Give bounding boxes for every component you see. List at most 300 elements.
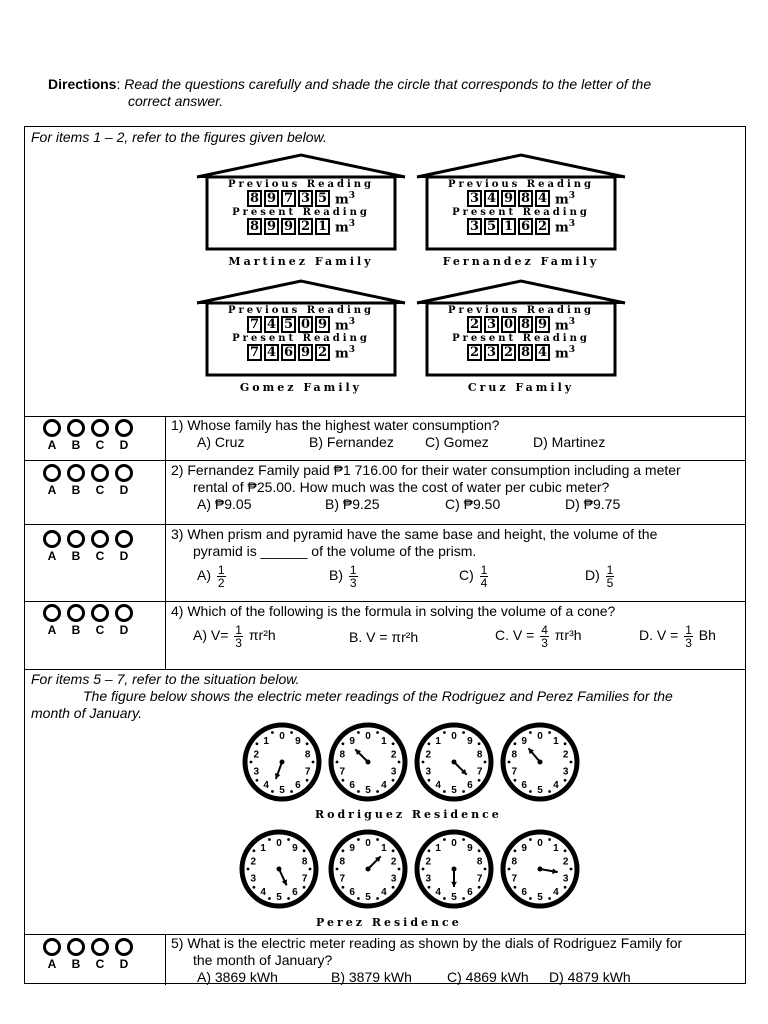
section2-text: The figure below shows the electric meter readings of the Rodriguez and Perez Families for the	[83, 688, 673, 704]
dial-tick	[462, 731, 465, 734]
option-d: D) 4879 kWh	[549, 969, 631, 985]
rodriguez-label: Rodriguez Residence	[315, 808, 502, 821]
option-b: B. V = πr²h	[349, 629, 419, 645]
letter-d: D	[119, 623, 129, 637]
dial-number: 1	[381, 736, 387, 748]
dial-number: 9	[292, 843, 298, 855]
dial-tick	[376, 838, 379, 841]
meter-dial	[331, 725, 405, 799]
option-d: D) ₱9.75	[565, 496, 621, 512]
dial-number: 4	[263, 779, 269, 791]
bubble-d[interactable]	[115, 464, 133, 482]
question-4	[171, 603, 741, 652]
dial-tick	[342, 886, 345, 889]
dial-tick	[357, 838, 360, 841]
meter-digit: 1	[501, 218, 516, 235]
bubble-b[interactable]	[67, 419, 85, 437]
dial-tick	[570, 868, 573, 871]
bubble-c[interactable]	[91, 530, 109, 548]
dial-number: 2	[390, 856, 397, 868]
dial-tick	[256, 742, 259, 745]
option-b: B) ₱9.25	[325, 496, 380, 512]
dial-number: 7	[339, 873, 346, 885]
dial-number: 6	[467, 886, 473, 898]
dial-tick	[342, 849, 345, 852]
dial-tick	[271, 731, 274, 734]
bubble-b[interactable]	[67, 604, 85, 622]
dial-tick	[376, 731, 379, 734]
dial-number: 1	[263, 736, 269, 748]
dial-tick	[514, 886, 517, 889]
letter-c: C	[95, 623, 105, 637]
dial-number: 0	[279, 731, 285, 742]
letter-d: D	[119, 438, 129, 452]
dial-tick	[478, 849, 481, 852]
dial-tick	[247, 868, 250, 871]
dial-tick	[398, 761, 401, 764]
dial-tick	[570, 761, 573, 764]
dial-tick	[462, 897, 465, 900]
dial-number: 2	[253, 749, 260, 761]
bubble-d[interactable]	[115, 419, 133, 437]
dial-hub	[452, 867, 457, 872]
previous-reading	[427, 190, 615, 207]
dial-number: 8	[339, 749, 346, 761]
previous-reading	[207, 190, 395, 207]
dial-tick	[564, 849, 567, 852]
dial-tick	[309, 868, 312, 871]
bubble-c[interactable]	[91, 464, 109, 482]
meter-digit: 5	[484, 218, 499, 235]
dial-number: 7	[339, 766, 346, 778]
dial-tick	[508, 761, 511, 764]
divider	[25, 524, 745, 525]
dial-number: 9	[295, 736, 301, 748]
dial-tick	[478, 779, 481, 782]
dial-hub	[538, 760, 543, 765]
letter-c: C	[95, 957, 105, 971]
meter-digit: 9	[501, 190, 516, 207]
dial-number: 6	[292, 886, 298, 898]
meter-digit: 9	[535, 316, 550, 333]
dial-number: 2	[562, 856, 569, 868]
dial-number: 9	[467, 843, 473, 855]
dial-number: 4	[381, 886, 387, 898]
dial-number: 8	[511, 749, 518, 761]
question-3-options	[171, 562, 741, 592]
meter-dial	[242, 832, 316, 906]
bubble-d[interactable]	[115, 938, 133, 956]
dial-tick	[306, 742, 309, 745]
letter-a: A	[47, 623, 57, 637]
directions-label: Directions	[48, 76, 117, 92]
divider	[25, 460, 745, 461]
dial-number: 0	[276, 838, 282, 849]
dial-tick	[253, 886, 256, 889]
dial-tick	[443, 790, 446, 793]
meter-digit: 3	[484, 344, 499, 361]
dial-number: 9	[349, 736, 355, 748]
bubble-c[interactable]	[91, 938, 109, 956]
meter-digit: 8	[247, 218, 262, 235]
house-figure	[193, 279, 409, 401]
section2-note: For items 5 – 7, refer to the situation below.	[31, 671, 300, 687]
meter-digit: 8	[518, 344, 533, 361]
meter-digit: 3	[484, 316, 499, 333]
dial-number: 5	[365, 892, 371, 903]
dial-number: 4	[435, 779, 441, 791]
dial-tick	[392, 779, 395, 782]
previous-reading-label: Previous Reading	[447, 305, 595, 316]
dial-number: 8	[304, 749, 311, 761]
meter-dial	[245, 725, 319, 799]
dial-number: 3	[562, 766, 569, 778]
dial-number: 9	[521, 736, 527, 748]
unit-label: $m^3$	[334, 218, 356, 235]
dial-number: 7	[301, 873, 308, 885]
dial-tick	[428, 779, 431, 782]
meter-digit: 1	[315, 218, 330, 235]
dial-number: 3	[390, 766, 397, 778]
dial-number: 0	[451, 731, 457, 742]
meter-digit: 8	[518, 316, 533, 333]
dial-tick	[514, 779, 517, 782]
meter-digit: 3	[467, 218, 482, 235]
present-reading-label: Present Reading	[232, 333, 370, 344]
option-b: B) 3879 kWh	[331, 969, 412, 985]
meter-digit: 2	[467, 316, 482, 333]
unit-label: $m^3$	[334, 344, 356, 361]
option-c: C) Gomez	[425, 434, 489, 450]
answer-bubbles-q5	[43, 938, 163, 971]
meter-dial	[417, 832, 491, 906]
dial-tick	[256, 779, 259, 782]
dial-tick	[268, 838, 271, 841]
dial-number: 7	[304, 766, 311, 778]
family-name: Cruz Family	[467, 381, 575, 394]
bubble-b[interactable]	[67, 464, 85, 482]
dial-number: 2	[390, 749, 397, 761]
dial-number: 1	[260, 843, 266, 855]
meter-digit: 9	[298, 344, 313, 361]
dial-tick	[564, 779, 567, 782]
question-5-stem: 5) What is the electric meter reading as shown by the dials of Rodriguez Family for	[171, 935, 683, 951]
dial-tick	[529, 838, 532, 841]
letter-b: B	[71, 483, 81, 497]
present-reading	[427, 344, 615, 361]
dial-tick	[268, 897, 271, 900]
meter-digit: 2	[298, 218, 313, 235]
dial-tick	[529, 731, 532, 734]
house-figure	[413, 153, 629, 275]
directions-text: Read the questions carefully and shade the circle that corresponds to the letter of the	[124, 76, 652, 92]
option-a: A) V= $\frac{1}{3}$ πr²h	[193, 623, 276, 650]
dial-number: 5	[276, 892, 282, 903]
dial-number: 6	[349, 779, 355, 791]
dial-number: 6	[521, 886, 527, 898]
letter-c: C	[95, 549, 105, 563]
question-1-stem: 1) Whose family has the highest water consumption?	[171, 417, 500, 433]
bubble-d[interactable]	[115, 604, 133, 622]
dial-tick	[478, 886, 481, 889]
option-c: C) 4869 kWh	[447, 969, 529, 985]
dial-tick	[484, 868, 487, 871]
dial-number: 6	[521, 779, 527, 791]
dial-number: 2	[425, 856, 432, 868]
option-c: C) $\frac{1}{4}$	[459, 563, 488, 590]
option-b: B) $\frac{1}{3}$	[329, 563, 357, 590]
dial-tick	[290, 790, 293, 793]
bubble-a[interactable]	[43, 419, 61, 437]
meter-digit: 4	[535, 344, 550, 361]
dial-tick	[478, 742, 481, 745]
present-reading	[207, 344, 395, 361]
bubble-d[interactable]	[115, 530, 133, 548]
previous-reading-label: Previous Reading	[227, 305, 375, 316]
letter-b: B	[71, 623, 81, 637]
dial-number: 8	[476, 856, 483, 868]
dial-tick	[336, 868, 339, 871]
dial-number: 4	[260, 886, 266, 898]
meter-digit: 9	[281, 218, 296, 235]
option-d: D. V = $\frac{1}{3}$ Bh	[639, 623, 716, 650]
dial-number: 3	[390, 873, 397, 885]
dial-tick	[357, 790, 360, 793]
divider	[25, 669, 745, 670]
dial-tick	[462, 838, 465, 841]
present-reading	[207, 218, 395, 235]
dial-tick	[428, 849, 431, 852]
dial-tick	[564, 742, 567, 745]
meter-dial	[503, 832, 577, 906]
dial-tick	[392, 886, 395, 889]
meter-digit: 8	[247, 190, 262, 207]
unit-label: $m^3$	[554, 344, 576, 361]
option-a: A) $\frac{1}{2}$	[197, 563, 225, 590]
letter-d: D	[119, 957, 129, 971]
answer-bubbles-q2	[43, 464, 163, 497]
present-reading-label: Present Reading	[232, 207, 370, 218]
dial-number: 5	[365, 785, 371, 796]
dial-number: 5	[279, 785, 285, 796]
answer-bubbles-q4	[43, 604, 163, 637]
dial-tick	[443, 897, 446, 900]
question-1	[171, 417, 741, 451]
option-c: C) ₱9.50	[445, 496, 501, 512]
meter-digit: 5	[315, 190, 330, 207]
meter-digit: 6	[281, 344, 296, 361]
dial-number: 9	[467, 736, 473, 748]
option-d: D) Martinez	[533, 434, 606, 450]
perez-label: Perez Residence	[316, 916, 462, 929]
meter-digit: 0	[501, 316, 516, 333]
dial-tick	[253, 849, 256, 852]
dial-tick	[303, 886, 306, 889]
question-2	[171, 462, 741, 513]
letter-a: A	[47, 438, 57, 452]
section2-text-2: month of January.	[31, 705, 143, 721]
dial-number: 9	[521, 843, 527, 855]
dial-number: 6	[467, 779, 473, 791]
dial-tick	[303, 849, 306, 852]
dial-tick	[271, 790, 274, 793]
dial-hub	[452, 760, 457, 765]
dial-tick	[548, 838, 551, 841]
option-a: A) Cruz	[197, 434, 245, 450]
dial-number: 1	[553, 843, 559, 855]
dial-tick	[428, 886, 431, 889]
worksheet-frame	[24, 126, 746, 984]
dial-number: 5	[537, 785, 543, 796]
dial-number: 2	[562, 749, 569, 761]
dial-tick	[548, 897, 551, 900]
dial-number: 9	[349, 843, 355, 855]
dial-tick	[357, 731, 360, 734]
dial-number: 2	[425, 749, 432, 761]
bubble-c[interactable]	[91, 604, 109, 622]
dial-tick	[428, 742, 431, 745]
question-3-stem: 3) When prism and pyramid have the same base and height, the volume of the	[171, 526, 658, 542]
bubble-b[interactable]	[67, 938, 85, 956]
dial-hub	[366, 760, 371, 765]
unit-label: $m^3$	[554, 190, 576, 207]
bubble-a[interactable]	[43, 530, 61, 548]
column-divider	[165, 416, 166, 669]
unit-label: $m^3$	[334, 190, 356, 207]
dial-number: 4	[435, 886, 441, 898]
dial-number: 7	[511, 873, 518, 885]
question-1-options	[171, 434, 741, 451]
dial-tick	[306, 779, 309, 782]
meter-digit: 7	[247, 316, 262, 333]
meter-digit: 4	[264, 344, 279, 361]
directions-text-2: correct answer.	[128, 93, 224, 109]
dial-tick	[443, 731, 446, 734]
dial-number: 1	[553, 736, 559, 748]
family-name: Fernandez Family	[442, 255, 600, 268]
dial-number: 5	[537, 892, 543, 903]
dial-tick	[398, 868, 401, 871]
option-b: B) Fernandez	[309, 434, 394, 450]
meter-digit: 7	[247, 344, 262, 361]
bubble-a[interactable]	[43, 604, 61, 622]
dial-tick	[548, 790, 551, 793]
dial-tick	[376, 790, 379, 793]
meter-dial	[503, 725, 577, 799]
bubble-a[interactable]	[43, 464, 61, 482]
previous-reading	[427, 316, 615, 333]
option-d: D) $\frac{1}{5}$	[585, 563, 614, 590]
question-2-options	[171, 496, 741, 513]
letter-b: B	[71, 549, 81, 563]
dial-tick	[250, 761, 253, 764]
dial-tick	[287, 897, 290, 900]
dial-number: 1	[381, 843, 387, 855]
dial-tick	[514, 849, 517, 852]
option-c: C. V = $\frac{4}{3}$ πr³h	[495, 623, 582, 650]
dial-tick	[462, 790, 465, 793]
unit-label: $m^3$	[554, 316, 576, 333]
dial-tick	[529, 897, 532, 900]
option-a: A) 3869 kWh	[197, 969, 278, 985]
dial-number: 0	[537, 731, 543, 742]
dial-hub	[366, 867, 371, 872]
dial-number: 4	[553, 886, 559, 898]
question-5-options	[171, 969, 741, 986]
meter-digit: 3	[298, 190, 313, 207]
letter-a: A	[47, 483, 57, 497]
dial-tick	[529, 790, 532, 793]
bubble-c[interactable]	[91, 419, 109, 437]
meter-digit: 9	[264, 190, 279, 207]
dial-tick	[392, 849, 395, 852]
meter-digit: 5	[281, 316, 296, 333]
dial-tick	[336, 761, 339, 764]
house-figure	[193, 153, 409, 275]
dial-number: 8	[476, 749, 483, 761]
dial-number: 8	[339, 856, 346, 868]
bubble-b[interactable]	[67, 530, 85, 548]
dial-number: 3	[250, 873, 257, 885]
dial-number: 3	[425, 766, 432, 778]
dial-tick	[392, 742, 395, 745]
dial-number: 7	[511, 766, 518, 778]
dial-number: 4	[553, 779, 559, 791]
question-5-stem-2: the month of January?	[193, 952, 333, 968]
dial-tick	[287, 838, 290, 841]
meter-digit: 2	[315, 344, 330, 361]
letter-d: D	[119, 483, 129, 497]
family-name: Martinez Family	[228, 255, 374, 268]
meter-digit: 9	[264, 218, 279, 235]
directions: Directions: Read the questions carefully and shade the circle that corresponds to the letter of the correct answer.	[48, 76, 738, 110]
dial-hub	[538, 867, 543, 872]
letter-b: B	[71, 957, 81, 971]
letter-c: C	[95, 483, 105, 497]
dial-hub	[277, 867, 282, 872]
answer-bubbles-q1	[43, 419, 163, 452]
letter-a: A	[47, 549, 57, 563]
dial-number: 0	[537, 838, 543, 849]
letter-c: C	[95, 438, 105, 452]
question-4-options	[171, 622, 741, 652]
meter-digit: 6	[518, 218, 533, 235]
dial-number: 3	[562, 873, 569, 885]
meter-digit: 3	[467, 190, 482, 207]
unit-label: $m^3$	[334, 316, 356, 333]
dial-tick	[290, 731, 293, 734]
dial-tick	[342, 742, 345, 745]
question-3-stem-2: pyramid is ______ of the volume of the prism.	[193, 543, 477, 559]
dial-tick	[422, 868, 425, 871]
bubble-a[interactable]	[43, 938, 61, 956]
dial-tick	[514, 742, 517, 745]
meter-digit: 4	[264, 316, 279, 333]
dial-number: 2	[250, 856, 257, 868]
dial-tick	[443, 838, 446, 841]
meter-digit: 2	[535, 218, 550, 235]
question-5	[171, 935, 741, 986]
dial-tick	[422, 761, 425, 764]
dial-hub	[280, 760, 285, 765]
meter-digit: 2	[501, 344, 516, 361]
family-name: Gomez Family	[239, 381, 363, 394]
dial-number: 1	[435, 736, 441, 748]
letter-d: D	[119, 549, 129, 563]
dial-tick	[548, 731, 551, 734]
house-figure	[413, 279, 629, 401]
meter-digit: 4	[484, 190, 499, 207]
